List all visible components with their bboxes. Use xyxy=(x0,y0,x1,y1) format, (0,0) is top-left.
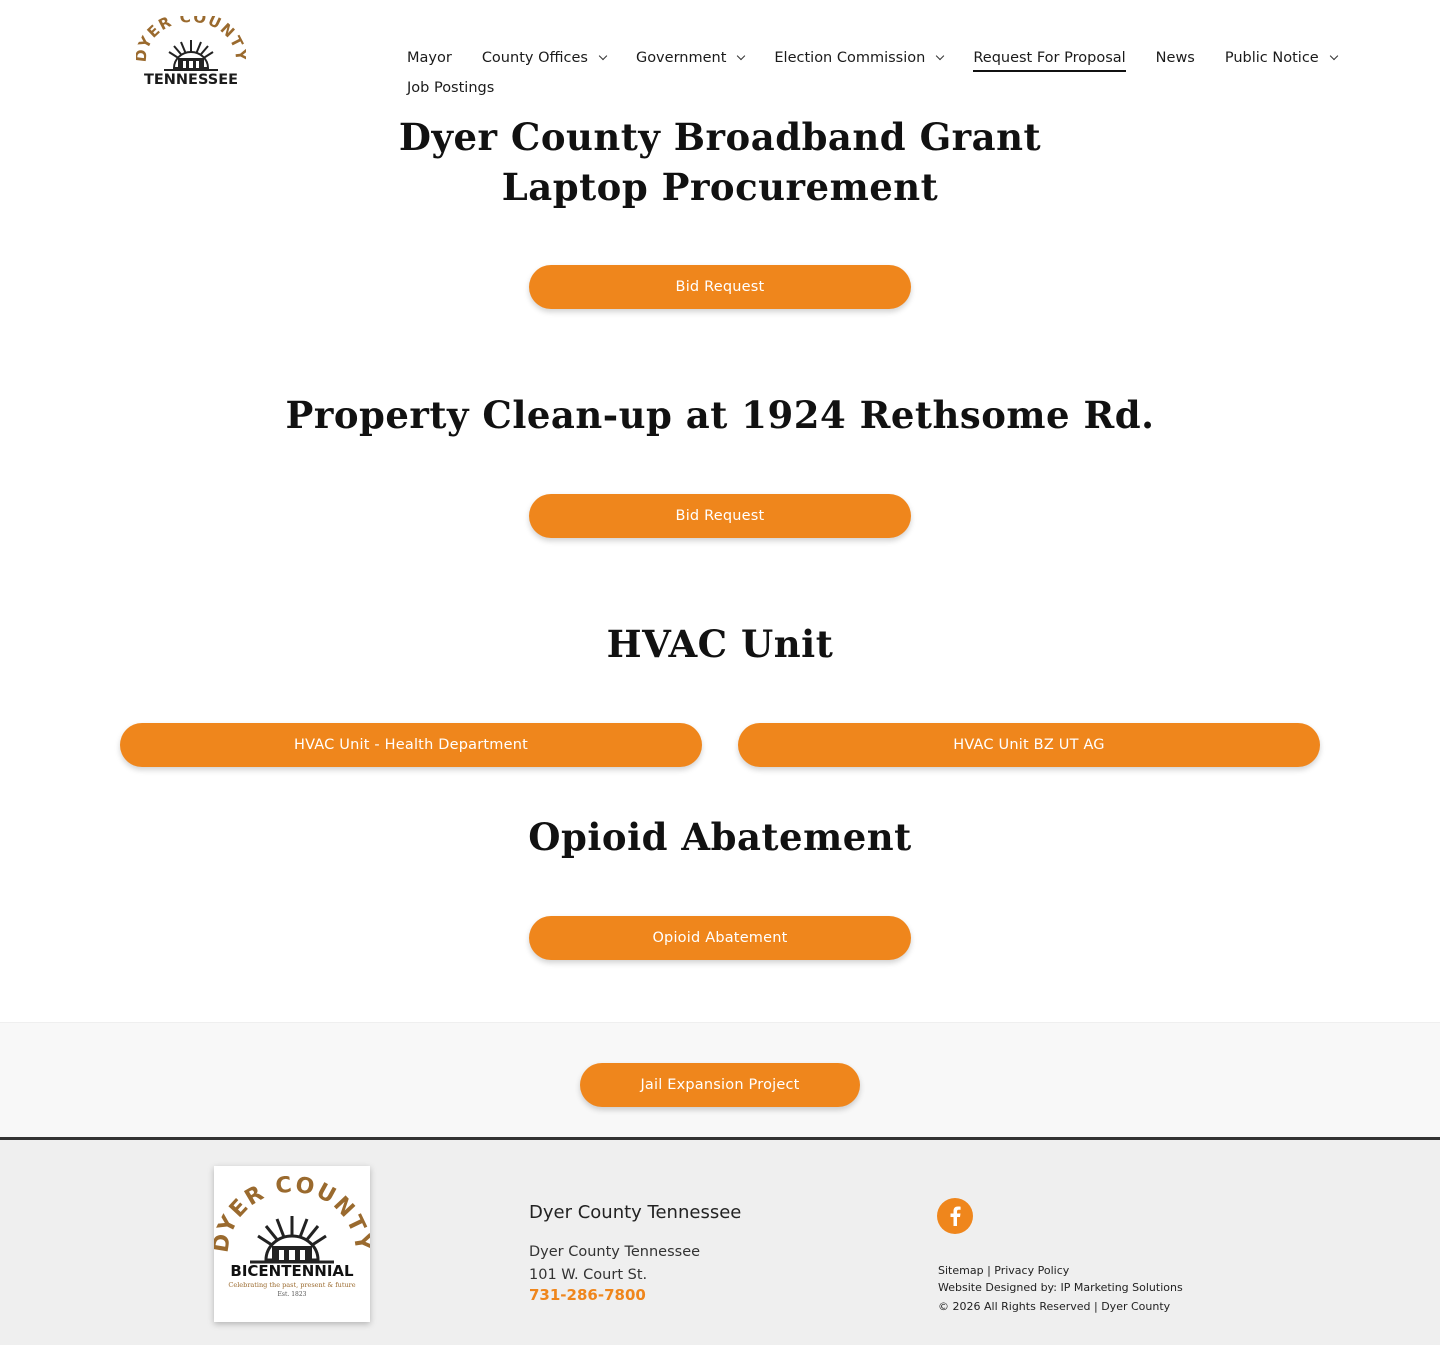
logo-est: Est. 1823 xyxy=(277,1291,307,1298)
nav-request-for-proposal[interactable] xyxy=(973,44,1125,72)
dyer-county-logo-icon xyxy=(136,16,246,90)
site-header xyxy=(0,0,1440,108)
button-label: Jail Expansion Project xyxy=(640,1077,800,1093)
footer-links xyxy=(938,1264,1069,1277)
nav-job-postings[interactable] xyxy=(407,74,494,102)
nav-public-notice[interactable] xyxy=(1225,44,1337,72)
copyright-text: © 2026 All Rights Reserved | Dyer County xyxy=(938,1300,1171,1313)
logo-word: BICENTENNIAL xyxy=(230,1262,354,1280)
button-label: Opioid Abatement xyxy=(652,930,788,946)
site-footer xyxy=(0,1137,1440,1345)
svg-text:DYER COUNTY: YER COUNT xyxy=(136,16,246,52)
main-nav xyxy=(407,44,1397,102)
broadband-heading xyxy=(0,112,1440,212)
button-label: Bid Request xyxy=(675,508,765,524)
designed-by-text[interactable]: Website Designed by: IP Marketing Solutions xyxy=(938,1281,1183,1294)
property-heading: Property Clean-up at 1924 Rethsome Rd. xyxy=(285,393,1155,437)
chevron-down-icon xyxy=(1329,52,1337,60)
footer-phone-link[interactable]: 731-286-7800 xyxy=(529,1286,646,1304)
nav-label: Job Postings xyxy=(407,80,495,96)
nav-label: News xyxy=(1155,50,1195,66)
nav-label: County Offices xyxy=(481,50,588,66)
nav-news[interactable] xyxy=(1156,44,1195,72)
bicentennial-logo-icon xyxy=(214,1166,370,1322)
hvac-bz-ut-ag-button[interactable] xyxy=(738,723,1320,767)
nav-label: Public Notice xyxy=(1224,50,1319,66)
footer-address-name: Dyer County Tennessee xyxy=(529,1244,701,1260)
chevron-down-icon xyxy=(936,52,944,60)
svg-text:DYER COUNTY: YER COUNT xyxy=(214,1172,370,1239)
chevron-down-icon xyxy=(599,52,607,60)
opioid-heading: Opioid Abatement xyxy=(528,815,912,859)
facebook-icon xyxy=(948,1206,962,1226)
nav-label: Election Commission xyxy=(774,50,926,66)
heading-line: Dyer County Broadband Grant xyxy=(398,115,1042,159)
nav-election-commission[interactable] xyxy=(774,44,943,72)
sitemap-link[interactable]: Sitemap xyxy=(938,1264,984,1277)
privacy-policy-link[interactable]: Privacy Policy xyxy=(994,1264,1070,1277)
hvac-health-department-button[interactable] xyxy=(120,723,702,767)
property-bid-request-button[interactable] xyxy=(529,494,911,538)
footer-title: Dyer County Tennessee xyxy=(529,1202,742,1223)
chevron-down-icon xyxy=(737,52,745,60)
button-label: Bid Request xyxy=(675,279,765,295)
footer-address-street: 101 W. Court St. xyxy=(529,1267,648,1283)
nav-label: Request For Proposal xyxy=(973,50,1126,66)
logo-tagline: Celebrating the past, present & future xyxy=(228,1281,356,1289)
nav-label: Mayor xyxy=(407,50,452,66)
jail-expansion-project-button[interactable] xyxy=(580,1063,860,1107)
nav-government[interactable] xyxy=(636,44,744,72)
button-label: HVAC Unit BZ UT AG xyxy=(953,737,1105,753)
opioid-abatement-button[interactable] xyxy=(529,916,911,960)
heading-line: Laptop Procurement xyxy=(501,165,939,209)
hvac-heading: HVAC Unit xyxy=(606,622,834,666)
nav-label: Government xyxy=(635,50,727,66)
broadband-bid-request-button[interactable] xyxy=(529,265,911,309)
facebook-link[interactable] xyxy=(937,1198,973,1234)
logo-word: TENNESSEE xyxy=(143,72,239,88)
button-label: HVAC Unit - Health Department xyxy=(293,737,529,753)
site-logo[interactable] xyxy=(136,16,246,90)
bicentennial-logo[interactable] xyxy=(214,1166,370,1322)
nav-county-offices[interactable] xyxy=(482,44,606,72)
link-separator: | xyxy=(987,1264,991,1277)
nav-mayor[interactable] xyxy=(407,44,452,72)
